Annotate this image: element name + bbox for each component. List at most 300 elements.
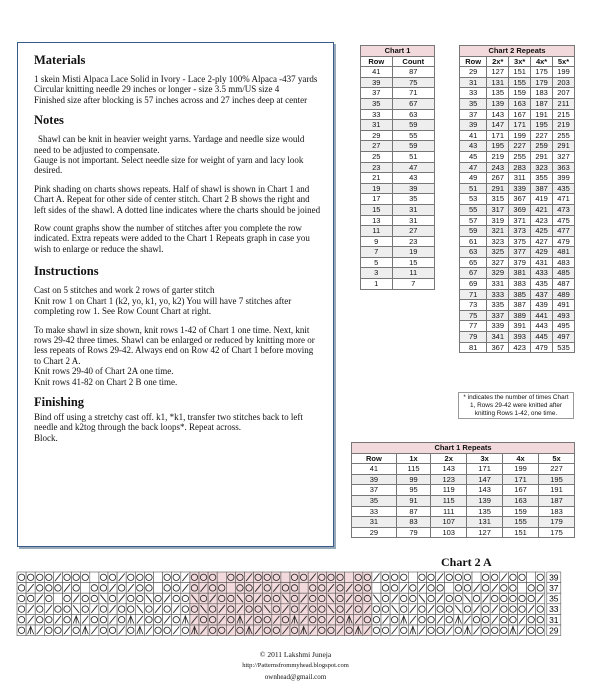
- chart1-repeats-cell: 103: [431, 527, 467, 538]
- chart1-row-cell: 13: [361, 215, 393, 226]
- chart-cell: [299, 583, 308, 594]
- chart1-count-cell: 59: [392, 120, 434, 131]
- table-row: [352, 517, 575, 528]
- chart2-cell: 483: [553, 257, 575, 268]
- chart1-repeats-cell: 159: [503, 506, 539, 517]
- chart2-cell: 65: [460, 257, 487, 268]
- chart2-cell: 487: [553, 279, 575, 290]
- chart2-cell: 331: [487, 279, 509, 290]
- chart1-repeats-cell: 95: [396, 485, 430, 496]
- chart1-repeats-cell: 115: [431, 495, 467, 506]
- chart2-cell: 377: [509, 247, 531, 258]
- table-row: [352, 474, 575, 485]
- chart2-cell: 207: [553, 88, 575, 99]
- chart2-cell: 147: [487, 120, 509, 131]
- chart2-cell: 135: [487, 88, 509, 99]
- chart2-cell: 387: [509, 300, 531, 311]
- chart2-cell: 391: [509, 321, 531, 332]
- chart2-cell: 61: [460, 236, 487, 247]
- chart1-count-cell: 87: [392, 67, 434, 78]
- chart2-cell: 399: [553, 173, 575, 184]
- chart1-row-cell: 19: [361, 183, 393, 194]
- chart-cell: [281, 572, 290, 583]
- chart2-cell: 31: [460, 77, 487, 88]
- chart-cell: [154, 583, 163, 594]
- chart1-repeats-cell: 227: [539, 464, 575, 475]
- chart1-count-cell: 71: [392, 88, 434, 99]
- materials-line-2: Circular knitting needle 29 inches or longer - size 3.5 mm/US size 4: [34, 84, 280, 95]
- chart2-cell: 445: [531, 332, 553, 343]
- chart2-cell: 441: [531, 310, 553, 321]
- chart2-cell: 431: [531, 257, 553, 268]
- chart1-repeats-cell: 35: [352, 495, 397, 506]
- chart2-cell: 443: [531, 321, 553, 332]
- table-row: [460, 236, 575, 247]
- chart2-cell: 37: [460, 109, 487, 120]
- chart2-cell: 191: [531, 109, 553, 120]
- chart1-row-cell: 33: [361, 109, 393, 120]
- chart1-repeats-cell: 41: [352, 464, 397, 475]
- chart2-cell: 379: [509, 257, 531, 268]
- table-row: [460, 141, 575, 152]
- chart2-cell: 49: [460, 173, 487, 184]
- chart1-repeats-cell: 143: [431, 464, 467, 475]
- chart2-cell: 355: [531, 173, 553, 184]
- chart1-row-cell: 15: [361, 204, 393, 215]
- table-row: [460, 88, 575, 99]
- chart2-cell: 337: [487, 310, 509, 321]
- chart2-cell: 319: [487, 215, 509, 226]
- chart2-cell: 437: [531, 289, 553, 300]
- chart2-cell: 283: [509, 162, 531, 173]
- chart1-row-cell: 31: [361, 120, 393, 131]
- chart2-cell: 127: [487, 67, 509, 78]
- chart1-row-cell: 41: [361, 67, 393, 78]
- chart1-repeats-col-header: 4x: [503, 453, 539, 464]
- chart2-cell: 219: [487, 151, 509, 162]
- instructions-panel: [17, 42, 334, 547]
- table-row: [361, 236, 435, 247]
- chart2-cell: 535: [553, 342, 575, 353]
- chart1-row-cell: 17: [361, 194, 393, 205]
- chart2-col-header: 5x*: [553, 56, 575, 67]
- table-row: [361, 183, 435, 194]
- chart2-cell: 291: [487, 183, 509, 194]
- chart2-cell: 363: [553, 162, 575, 173]
- table-row: [460, 173, 575, 184]
- chart2-cell: 495: [553, 321, 575, 332]
- table-row: [460, 226, 575, 237]
- chart1-row-cell: 27: [361, 141, 393, 152]
- chart1-repeats-cell: 131: [467, 517, 503, 528]
- chart2-cell: 45: [460, 151, 487, 162]
- chart1-repeats-col-header: 2x: [431, 453, 467, 464]
- chart2-cell: 163: [509, 98, 531, 109]
- notes-heading: Notes: [34, 113, 64, 128]
- chart2-cell: 43: [460, 141, 487, 152]
- table-row: [361, 130, 435, 141]
- chart2-cell: 75: [460, 310, 487, 321]
- chart-cell: [154, 572, 163, 583]
- table-row: [361, 109, 435, 120]
- table-row: [460, 342, 575, 353]
- chart2-cell: 227: [509, 141, 531, 152]
- chart1-col-row: Row: [361, 56, 393, 67]
- chart2-cell: 421: [531, 204, 553, 215]
- chart2-cell: 71: [460, 289, 487, 300]
- chart2-cell: 139: [487, 98, 509, 109]
- chart2-cell: 183: [531, 88, 553, 99]
- chart2-cell: 323: [487, 236, 509, 247]
- chart2-cell: 327: [487, 257, 509, 268]
- chart2-cell: 479: [553, 236, 575, 247]
- chart1-row-cell: 29: [361, 130, 393, 141]
- table-row: [460, 77, 575, 88]
- chart2-cell: 321: [487, 226, 509, 237]
- chart2-cell: 419: [531, 194, 553, 205]
- chart2-cell: 171: [509, 120, 531, 131]
- chart2-cell: 335: [487, 300, 509, 311]
- chart2-cell: 69: [460, 279, 487, 290]
- chart1-count-cell: 47: [392, 162, 434, 173]
- chart1-repeats-cell: 167: [503, 485, 539, 496]
- table-row: [352, 485, 575, 496]
- chart-cell: [226, 583, 235, 594]
- table-row: [460, 130, 575, 141]
- table-row: [352, 464, 575, 475]
- chart1-repeats-cell: 191: [539, 485, 575, 496]
- chart1-repeats-cell: 195: [539, 474, 575, 485]
- chart2-cell: 311: [509, 173, 531, 184]
- table-row: [352, 527, 575, 538]
- row-number-label: 33: [549, 604, 559, 615]
- chart2-cell: 29: [460, 67, 487, 78]
- chart1-repeats-cell: 115: [396, 464, 430, 475]
- chart2-cell: 81: [460, 342, 487, 353]
- chart2-col-header: Row: [460, 56, 487, 67]
- table-row: [361, 194, 435, 205]
- chart1-col-count: Count: [392, 56, 434, 67]
- chart2-cell: 387: [531, 183, 553, 194]
- chart1-repeats-cell: 39: [352, 474, 397, 485]
- chart2-cell: 317: [487, 204, 509, 215]
- notes-p2: Gauge is not important. Select needle size for weight of yarn and lacy look desired.: [34, 155, 304, 176]
- table-row: [460, 321, 575, 332]
- chart1-repeats-cell: 79: [396, 527, 430, 538]
- chart1-repeats-cell: 99: [396, 474, 430, 485]
- table-row: [460, 332, 575, 343]
- chart1-title: Chart 1: [361, 46, 435, 57]
- chart2-cell: 291: [531, 151, 553, 162]
- instructions-p5: Knit rows 41-82 on Chart 2 B one time.: [34, 376, 178, 387]
- chart2-cell: 175: [531, 67, 553, 78]
- chart-cell: [472, 572, 481, 583]
- chart2-cell: 423: [531, 215, 553, 226]
- chart1-table: [360, 45, 435, 290]
- chart2-cell: 59: [460, 226, 487, 237]
- chart1-row-cell: 25: [361, 151, 393, 162]
- chart2-cell: 323: [531, 162, 553, 173]
- chart2-cell: 439: [531, 300, 553, 311]
- chart2-cell: 57: [460, 215, 487, 226]
- chart2-cell: 47: [460, 162, 487, 173]
- footer-url[interactable]: http://Patternsfrommyhead.blogspot.com: [242, 662, 349, 669]
- chart1-repeats-col-header: 5x: [539, 453, 575, 464]
- chart2-cell: 327: [553, 151, 575, 162]
- chart2-cell: 203: [553, 77, 575, 88]
- chart2-cell: 473: [553, 204, 575, 215]
- chart2-title: Chart 2 Repeats: [460, 46, 575, 57]
- table-row: [460, 257, 575, 268]
- chart2-cell: 429: [531, 247, 553, 258]
- chart1-count-cell: 51: [392, 151, 434, 162]
- chart2-cell: 33: [460, 88, 487, 99]
- chart2-cell: 167: [509, 109, 531, 120]
- chart1-count-cell: 27: [392, 226, 434, 237]
- chart-cell: [408, 572, 417, 583]
- table-row: [361, 141, 435, 152]
- footer-email[interactable]: ownhead@gmail.com: [264, 673, 327, 681]
- chart1-repeats-cell: 179: [539, 517, 575, 528]
- row-number-label: 31: [549, 614, 559, 625]
- chart2-cell: 291: [553, 141, 575, 152]
- chart2-cell: 373: [509, 226, 531, 237]
- chart1-repeats-cell: 119: [431, 485, 467, 496]
- chart2-cell: 195: [487, 141, 509, 152]
- chart2-cell: 53: [460, 194, 487, 205]
- chart1-count-cell: 67: [392, 98, 434, 109]
- chart2-cell: 259: [531, 141, 553, 152]
- chart2-cell: 497: [553, 332, 575, 343]
- chart2-cell: 385: [509, 289, 531, 300]
- chart2-cell: 143: [487, 109, 509, 120]
- chart1-repeats-cell: 127: [467, 527, 503, 538]
- materials-line-1: 1 skein Misti Alpaca Lace Solid in Ivory - Lace 2-ply 100% Alpaca -437 yards: [34, 74, 318, 84]
- instructions-p2: Knit row 1 on Chart 1 (k2, yo, k1, yo, k2) You will have 7 stitches after completing row 1. See Row Count Chart at right.: [34, 295, 292, 317]
- notes-p4: Row count graphs show the number of stitches after you complete the row indicated. Extra repeats were added to the Chart 1 Repeats graph in case you wish to enlarge or reduce the shawl.: [34, 223, 310, 254]
- finishing-p1: Bind off using a stretchy cast off. k1, *k1, transfer two stitches back to left needle and k2tog through the back loops*. Repeat across.: [34, 411, 303, 433]
- chart2-cell: 479: [531, 342, 553, 353]
- chart1-repeats-cell: 199: [503, 464, 539, 475]
- chart2-cell: 477: [553, 226, 575, 237]
- table-row: [460, 279, 575, 290]
- chart2-cell: 63: [460, 247, 487, 258]
- chart2-cell: 423: [509, 342, 531, 353]
- chart1-count-cell: 75: [392, 77, 434, 88]
- chart2-cell: 151: [509, 67, 531, 78]
- chart1-row-cell: 21: [361, 173, 393, 184]
- chart2-cell: 381: [509, 268, 531, 279]
- table-row: [352, 506, 575, 517]
- chart1-repeats-cell: 29: [352, 527, 397, 538]
- chart2-cell: 435: [553, 183, 575, 194]
- table-row: [460, 162, 575, 173]
- table-row: [460, 194, 575, 205]
- chart-cell: [90, 572, 99, 583]
- table-row: [460, 268, 575, 279]
- chart1-repeats-cell: 91: [396, 495, 430, 506]
- chart2-cell: 255: [509, 151, 531, 162]
- chart2-cell: 159: [509, 88, 531, 99]
- chart2-cell: 369: [509, 204, 531, 215]
- chart-cell: [53, 593, 62, 604]
- table-row: [361, 257, 435, 268]
- chart1-row-cell: 11: [361, 226, 393, 237]
- chart2-cell: 199: [509, 130, 531, 141]
- chart-cell: [345, 572, 354, 583]
- table-row: [361, 215, 435, 226]
- table-row: [361, 88, 435, 99]
- chart2-cell: 243: [487, 162, 509, 173]
- chart2-cell: 187: [531, 98, 553, 109]
- chart2-cell: 389: [509, 310, 531, 321]
- chart1-row-cell: 35: [361, 98, 393, 109]
- table-row: [460, 151, 575, 162]
- chart1-repeats-cell: 163: [503, 495, 539, 506]
- chart2-cell: 427: [531, 236, 553, 247]
- chart2-cell: 131: [487, 77, 509, 88]
- chart1-repeats-cell: 143: [467, 485, 503, 496]
- chart-cell: [217, 572, 226, 583]
- finishing-p2: Block.: [34, 432, 58, 443]
- chart1-repeats-cell: 171: [503, 474, 539, 485]
- row-number-label: 35: [549, 593, 559, 604]
- table-row: [361, 67, 435, 78]
- chart2-cell: 371: [509, 215, 531, 226]
- table-row: [460, 289, 575, 300]
- chart2-cell: 51: [460, 183, 487, 194]
- chart-cell: [527, 572, 536, 583]
- chart2-cell: 393: [509, 332, 531, 343]
- chart2-cell: 35: [460, 98, 487, 109]
- materials-line-3: Finished size after blocking is 57 inches across and 27 inches deep at center: [34, 94, 308, 105]
- chart1-repeats-cell: 135: [467, 506, 503, 517]
- chart2-cell: 211: [553, 98, 575, 109]
- finishing-heading: Finishing: [34, 394, 85, 409]
- chart2-cell: 79: [460, 332, 487, 343]
- chart2-cell: 55: [460, 204, 487, 215]
- table-row: [460, 247, 575, 258]
- chart1-repeats-title: Chart 1 Repeats: [352, 443, 575, 454]
- chart2-cell: 481: [553, 247, 575, 258]
- chart-cell: [445, 583, 454, 594]
- chart1-repeats-cell: 107: [431, 517, 467, 528]
- chart2-cell: 41: [460, 130, 487, 141]
- chart2-cell: 227: [531, 130, 553, 141]
- table-row: [361, 204, 435, 215]
- chart2-cell: 435: [531, 279, 553, 290]
- chart-cell: [518, 583, 527, 594]
- chart2a-title: Chart 2 A: [441, 555, 492, 569]
- chart1-repeats-col-header: 3x: [467, 453, 503, 464]
- table-row: [460, 120, 575, 131]
- chart2-cell: 155: [509, 77, 531, 88]
- chart1-repeats-cell: 87: [396, 506, 430, 517]
- chart1-count-cell: 39: [392, 183, 434, 194]
- chart2-cell: 315: [487, 194, 509, 205]
- instructions-p3: To make shawl in size shown, knit rows 1-42 of Chart 1 one time. Next, knit rows 29-42 three times. Shawl can be enlarged or reduced by knitting more or less repeats of Rows 29-42. Always end on Row 42 of Chart 1 before moving to Chart 2 A.: [34, 324, 315, 366]
- table-row: [361, 98, 435, 109]
- chart2-cell: 329: [487, 268, 509, 279]
- table-row: [460, 98, 575, 109]
- chart2-cell: 73: [460, 300, 487, 311]
- table-row: [361, 77, 435, 88]
- chart2-cell: 367: [487, 342, 509, 353]
- chart1-repeats-cell: 147: [467, 474, 503, 485]
- row-number-label: 39: [549, 572, 559, 583]
- chart1-repeats-col-header: Row: [352, 453, 397, 464]
- table-row: [460, 215, 575, 226]
- chart1-repeats-cell: 183: [539, 506, 575, 517]
- chart2-cell: 171: [487, 130, 509, 141]
- chart1-row-cell: 37: [361, 88, 393, 99]
- table-row: [361, 120, 435, 131]
- chart1-count-cell: 55: [392, 130, 434, 141]
- chart1-row-cell: 5: [361, 257, 393, 268]
- chart2-cell: 199: [553, 67, 575, 78]
- chart1-row-cell: 7: [361, 247, 393, 258]
- chart1-row-cell: 23: [361, 162, 393, 173]
- table-row: [361, 247, 435, 258]
- chart2-cell: 67: [460, 268, 487, 279]
- chart1-repeats-cell: 139: [467, 495, 503, 506]
- chart1-repeats-cell: 151: [503, 527, 539, 538]
- materials-heading: Materials: [34, 53, 86, 67]
- chart2-cell: 325: [487, 247, 509, 258]
- chart1-repeats-cell: 171: [467, 464, 503, 475]
- chart1-count-cell: 59: [392, 141, 434, 152]
- chart2-cell: 485: [553, 268, 575, 279]
- chart2-col-header: 3x*: [509, 56, 531, 67]
- chart1-repeats-cell: 175: [539, 527, 575, 538]
- instructions-heading: Instructions: [34, 264, 99, 279]
- chart2-cell: 433: [531, 268, 553, 279]
- chart2-col-header: 4x*: [531, 56, 553, 67]
- chart1-repeats-cell: 37: [352, 485, 397, 496]
- chart2-col-header: 2x*: [487, 56, 509, 67]
- chart1-repeats-cell: 123: [431, 474, 467, 485]
- chart2-cell: 255: [553, 130, 575, 141]
- table-row: [460, 183, 575, 194]
- table-row: [361, 226, 435, 237]
- table-row: [460, 310, 575, 321]
- chart1-count-cell: 15: [392, 257, 434, 268]
- chart2-cell: 383: [509, 279, 531, 290]
- row-number-label: 29: [549, 625, 559, 636]
- chart2-cell: 195: [531, 120, 553, 131]
- chart2-cell: 77: [460, 321, 487, 332]
- chart2-cell: 179: [531, 77, 553, 88]
- chart2-cell: 493: [553, 310, 575, 321]
- footer-copyright: © 2011 Lakshmi Juneja: [259, 650, 332, 659]
- chart1-repeats-cell: 187: [539, 495, 575, 506]
- chart2-cell: 491: [553, 300, 575, 311]
- chart1-count-cell: 63: [392, 109, 434, 120]
- chart1-repeats-cell: 31: [352, 517, 397, 528]
- chart1-count-cell: 31: [392, 204, 434, 215]
- chart1-row-cell: 39: [361, 77, 393, 88]
- chart-cell: [372, 583, 381, 594]
- chart2-repeats-table: [459, 45, 575, 353]
- chart1-repeats-cell: 33: [352, 506, 397, 517]
- chart1-row-cell: 3: [361, 268, 393, 279]
- chart-cell: [81, 583, 90, 594]
- chart1-row-cell: 1: [361, 279, 393, 290]
- chart2-cell: 267: [487, 173, 509, 184]
- table-row: [361, 279, 435, 290]
- table-row: [361, 173, 435, 184]
- chart1-count-cell: 11: [392, 268, 434, 279]
